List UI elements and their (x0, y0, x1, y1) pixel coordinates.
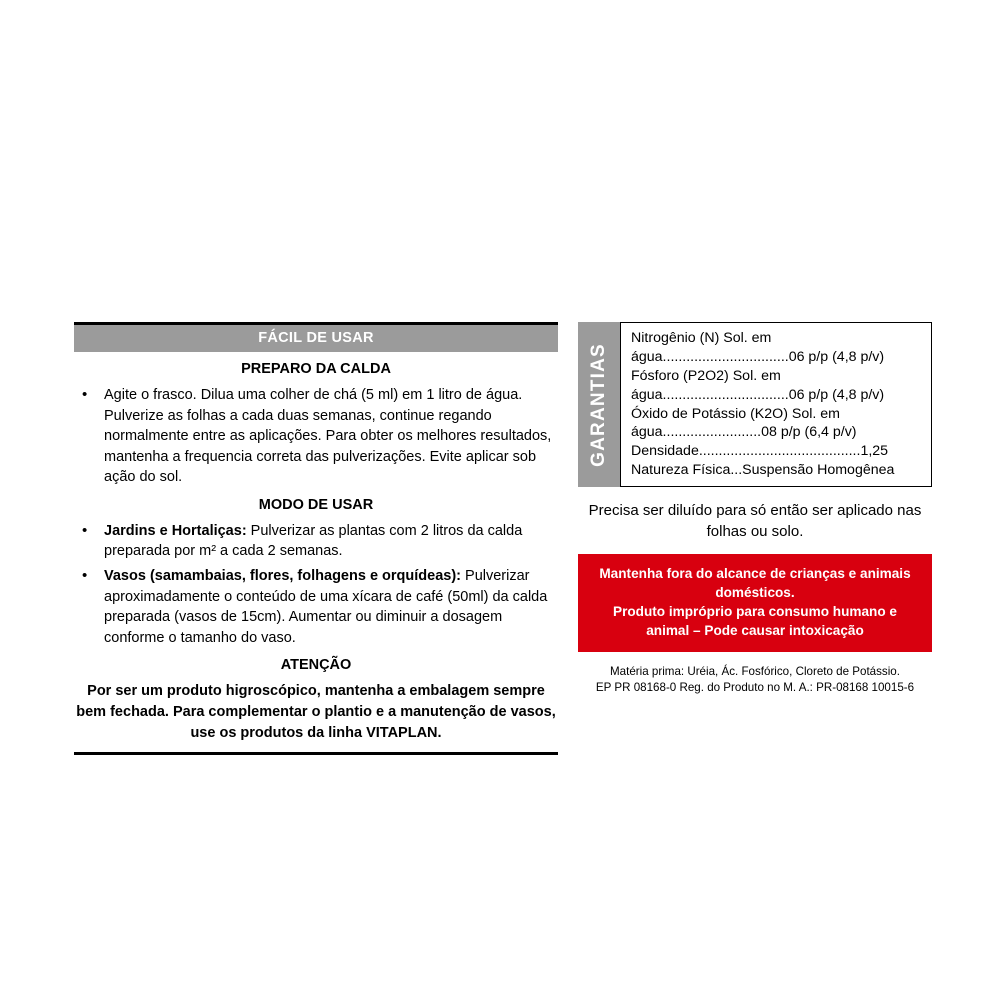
guarantees-tab-label: GARANTIAS (588, 342, 609, 467)
guarantees-box (620, 322, 932, 487)
easy-to-use-banner: FÁCIL DE USAR (74, 325, 558, 352)
guarantee-line: Natureza Física...Suspensão Homogênea (631, 462, 895, 479)
preparo-da-calda-heading: PREPARO DA CALDA (241, 361, 391, 377)
bullet-text: Pulverizar aproximadamente o conteúdo de uma xícara de café (50ml) da calda preparada (vasos de 15cm). Aumentar ou diminuir a dosagem conforme o tamanho do vaso. (104, 568, 548, 646)
atencao-text: Por ser um produto higroscópico, mantenha a embalagem sempre bem fechada. Para complementar o plantio e a manutenção de vasos, use os produtos da linha VITAPLAN. (76, 683, 556, 742)
modo-de-usar-heading: MODO DE USAR (258, 496, 374, 513)
list-item (74, 385, 558, 488)
list-item (74, 521, 558, 562)
bullet-icon: • (82, 386, 88, 403)
safety-warning-box (578, 554, 932, 651)
atencao-heading: ATENÇÃO (280, 657, 352, 674)
bullet-icon: • (82, 567, 88, 585)
bullet-icon: • (82, 521, 88, 539)
fineprint-raw-materials: Matéria prima: Uréia, Ác. Fosfórico, Cloreto de Potássio. (610, 664, 900, 678)
list-item (74, 566, 558, 648)
bullet-strong: Vasos (samambaias, flores, folhagens e orquídeas): (104, 568, 461, 585)
fineprint-registration: EP PR 08168-0 Reg. do Produto no M. A.: PR-08168 10015-6 (595, 681, 915, 695)
guarantee-line: Fósforo (P2O2) Sol. em água................................06 p/p (4,8 p/v) (631, 367, 885, 403)
bottom-divider (74, 752, 558, 755)
usage-panel (74, 322, 558, 755)
fineprint (578, 664, 932, 698)
guarantee-line: Nitrogênio (N) Sol. em água................................06 p/p (4,8 p/v) (631, 330, 885, 365)
bullet-text: Agite o frasco. Dilua uma colher de chá (5 ml) em 1 litro de água. Pulverize as folhas a cada duas semanas, continue regando normalmente entre as aplicações. Para obter os melhores resultados, mantenha a frequencia correta das pulverizações. Evite aplicar sob ação do sol. (104, 387, 552, 486)
guarantees-panel (578, 322, 932, 697)
bullet-strong: Jardins e Hortaliças: (104, 522, 247, 539)
modo-de-usar-bullet-list (74, 521, 558, 648)
guarantee-line: Densidade.........................................1,25 (631, 443, 889, 460)
guarantee-line: Óxido de Potássio (K2O) Sol. em água.........................08 p/p (6,4 p/v) (631, 405, 857, 441)
guarantees-row (578, 322, 932, 487)
dilution-note: Precisa ser diluído para só então ser aplicado nas folhas ou solo. (588, 502, 922, 540)
safety-warning-text: Mantenha fora do alcance de crianças e animais domésticos. Produto impróprio para consumo humano e animal – Pode causar intoxicação (599, 566, 911, 639)
bullet-text: Pulverizar as plantas com 2 litros da calda preparada por m² a cada 2 semanas. (104, 522, 523, 560)
preparo-bullet-list (74, 385, 558, 488)
guarantees-tab (578, 322, 620, 487)
